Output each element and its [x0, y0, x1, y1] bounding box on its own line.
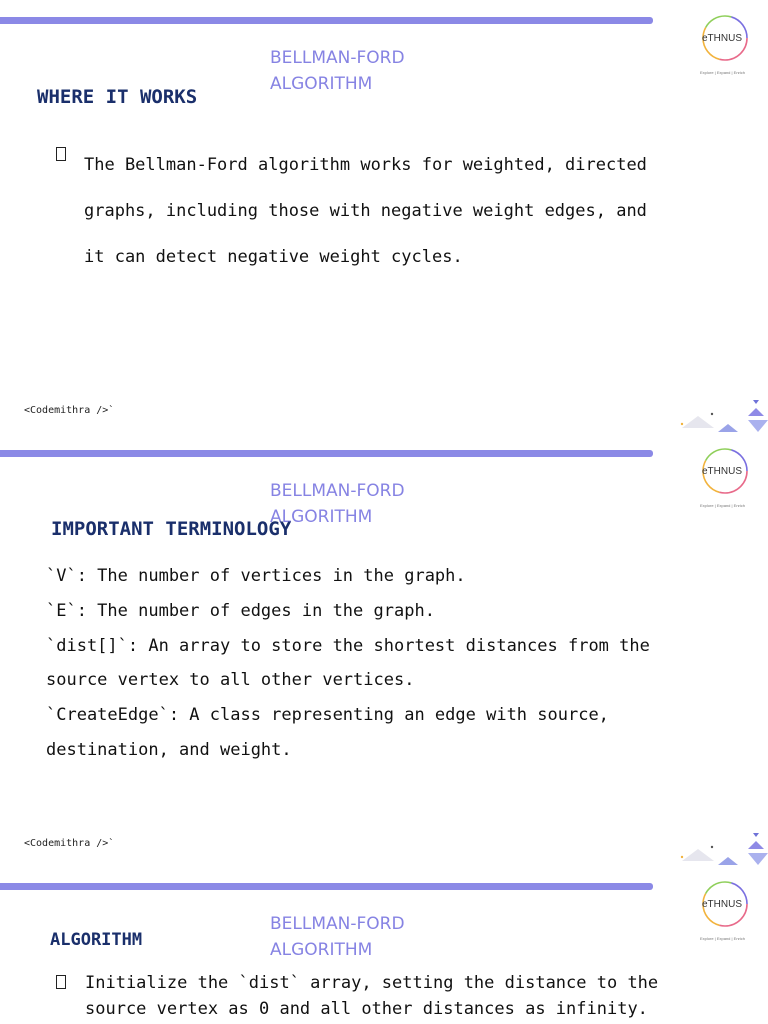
section-heading: ALGORITHM: [50, 930, 143, 950]
slide-algorithm: [0, 866, 768, 1024]
svg-text:Explore | Expand | Enrich: Explore | Expand | Enrich: [700, 936, 745, 941]
svg-text:eTHNUS: eTHNUS: [702, 33, 743, 44]
slide-title: BELLMAN-FORD ALGORITHM: [270, 48, 405, 94]
ethnus-logo: [698, 12, 756, 78]
term-line: `CreateEdge`: A class representing an edge with source,: [46, 705, 609, 726]
term-line: `V`: The number of vertices in the graph.: [46, 566, 466, 586]
terminology-list: [46, 559, 650, 768]
svg-text:eTHNUS: eTHNUS: [702, 466, 743, 477]
accent-bar: [0, 17, 653, 24]
bullet-line: The Bellman-Ford algorithm works for weighted, directed: [84, 155, 647, 175]
ethnus-logo: [698, 878, 756, 944]
term-line: `E`: The number of edges in the graph.: [46, 600, 435, 621]
bullet-line: graphs, including those with negative weight edges, and: [84, 201, 647, 221]
bullet-line: it can detect negative weight cycles.: [84, 247, 463, 267]
footer-brand: <Codemithra />`: [24, 838, 115, 849]
section-heading: IMPORTANT TERMINOLOGY: [51, 518, 292, 540]
decorative-triangles: [676, 394, 768, 433]
slide-where-it-works: [0, 0, 768, 433]
bullet-line: source vertex as 0 and all other distances as infinity.: [85, 999, 648, 1019]
bullet-icon: [56, 975, 66, 989]
slide-title: BELLMAN-FORD ALGORITHM: [270, 914, 405, 960]
footer-brand: <Codemithra />`: [24, 405, 115, 416]
bullet-text: [85, 970, 658, 1022]
accent-bar: [0, 450, 653, 457]
bullet-icon: [56, 147, 66, 161]
svg-text:eTHNUS: eTHNUS: [702, 899, 743, 910]
term-line: `dist[]`: An array to store the shortest distances from the: [46, 635, 650, 656]
section-heading: WHERE IT WORKS: [37, 86, 198, 108]
bullet-line: Initialize the `dist` array, setting the distance to the: [85, 973, 659, 993]
svg-text:Explore | Expand | Enrich: Explore | Expand | Enrich: [700, 503, 745, 508]
term-line: source vertex to all other vertices.: [46, 670, 415, 691]
bullet-text: [84, 142, 647, 280]
svg-text:Explore | Expand | Enrich: Explore | Expand | Enrich: [700, 70, 745, 75]
slide-important-terminology: [0, 433, 768, 866]
slide-title: BELLMAN-FORD ALGORITHM: [270, 481, 405, 527]
ethnus-logo: [698, 445, 756, 511]
decorative-triangles: [676, 827, 768, 866]
accent-bar: [0, 883, 653, 890]
term-line: destination, and weight.: [46, 739, 292, 760]
